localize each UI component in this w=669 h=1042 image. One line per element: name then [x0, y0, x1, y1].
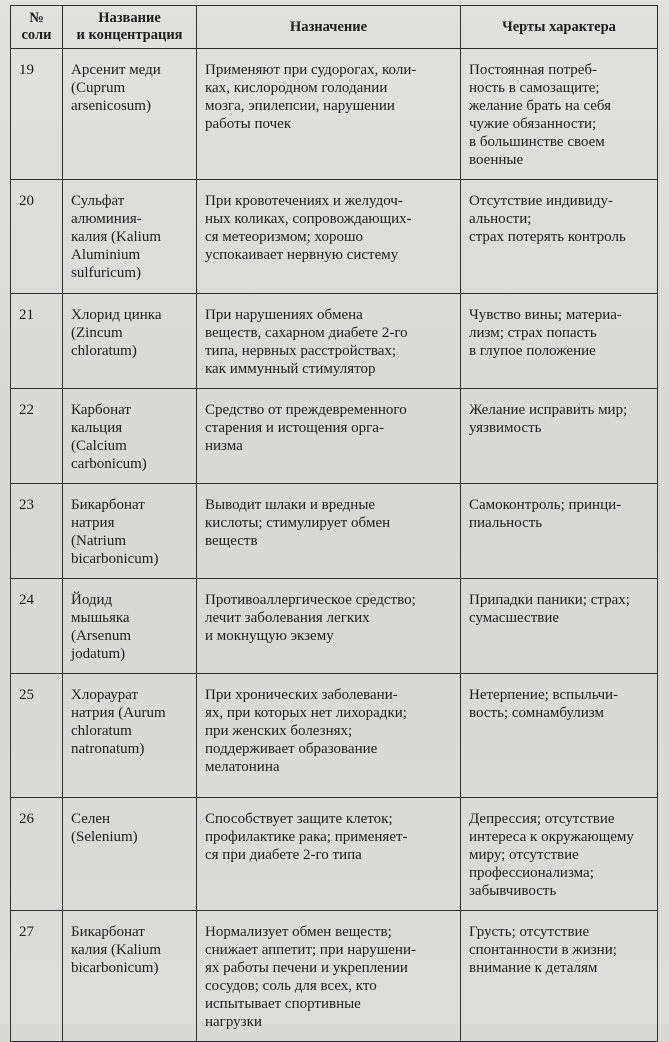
table-row	[11, 180, 658, 294]
cell-number: 23	[11, 484, 63, 579]
cell-purpose: Выводит шлаки и вредные кислоты; стимулирует обмен веществ	[197, 484, 461, 579]
cell-purpose: Противоаллергическое средство; лечит заболевания легких и мокнущую экзему	[197, 579, 461, 674]
cell-number: 26	[11, 798, 63, 911]
cell-name: Карбонат кальция (Calcium carbonicum)	[63, 389, 197, 484]
cell-traits: Нетерпение; вспыльчи- вость; сомнамбулизм	[461, 674, 658, 798]
cell-name: Хлорид цинка (Zincum chloratum)	[63, 294, 197, 389]
cell-number: 20	[11, 180, 63, 294]
salts-table	[10, 5, 658, 1042]
cell-name: Сульфат алюминия- калия (Kalium Aluminium sulfuricum)	[63, 180, 197, 294]
cell-name: Йодид мышьяка (Arsenum jodatum)	[63, 579, 197, 674]
table-row	[11, 389, 658, 484]
cell-name: Бикарбонат калия (Kalium bicarbonicum)	[63, 911, 197, 1042]
cell-number: 27	[11, 911, 63, 1042]
cell-name: Хлораурат натрия (Aurum chloratum natronatum)	[63, 674, 197, 798]
table-row	[11, 294, 658, 389]
cell-traits: Желание исправить мир; уязвимость	[461, 389, 658, 484]
cell-traits: Отсутствие индивиду- альности; страх потерять контроль	[461, 180, 658, 294]
cell-name: Бикарбонат натрия (Natrium bicarbonicum)	[63, 484, 197, 579]
table-row	[11, 674, 658, 798]
cell-purpose: При кровотечениях и желудоч- ных коликах, сопровождающих- ся метеоризмом; хорошо успокаивает нервную систему	[197, 180, 461, 294]
cell-number: 25	[11, 674, 63, 798]
table-header-row	[11, 6, 658, 49]
table-row	[11, 484, 658, 579]
cell-traits: Постоянная потреб- ность в самозащите; желание брать на себя чужие обязанности; в большинстве своем военные	[461, 49, 658, 180]
cell-traits: Припадки паники; страх; сумасшествие	[461, 579, 658, 674]
cell-traits: Самоконтроль; принци- пиальность	[461, 484, 658, 579]
cell-number: 22	[11, 389, 63, 484]
cell-name: Арсенит меди (Cuprum arsenicosum)	[63, 49, 197, 180]
table-row	[11, 798, 658, 911]
header-purpose: Назначение	[197, 6, 461, 49]
cell-purpose: Нормализует обмен веществ; снижает аппетит; при нарушени- ях работы печени и укреплении сосудов; соль для всех, кто испытывает спортивные нагрузки	[197, 911, 461, 1042]
cell-purpose: Средство от преждевременного старения и истощения орга- низма	[197, 389, 461, 484]
cell-traits: Чувство вины; материа- лизм; страх попасть в глупое положение	[461, 294, 658, 389]
header-name: Название и концентрация	[63, 6, 197, 49]
cell-purpose: При нарушениях обмена веществ, сахарном диабете 2-го типа, нервных расстройствах; как иммунный стимулятор	[197, 294, 461, 389]
cell-traits: Депрессия; отсутствие интереса к окружающему миру; отсутствие профессионализма; забывчивость	[461, 798, 658, 911]
cell-purpose: При хронических заболевани- ях, при которых нет лихорадки; при женских болезнях; поддерживает образование мелатонина	[197, 674, 461, 798]
cell-number: 21	[11, 294, 63, 389]
header-traits: Черты характера	[461, 6, 658, 49]
cell-number: 19	[11, 49, 63, 180]
cell-traits: Грусть; отсутствие спонтанности в жизни; внимание к деталям	[461, 911, 658, 1042]
table-row	[11, 579, 658, 674]
header-number: № соли	[11, 6, 63, 49]
table-row	[11, 49, 658, 180]
table-row	[11, 911, 658, 1042]
cell-purpose: Применяют при судорогах, коли- ках, кислородном голодании мозга, эпилепсии, нарушении работы почек	[197, 49, 461, 180]
cell-purpose: Способствует защите клеток; профилактике рака; применяет- ся при диабете 2-го типа	[197, 798, 461, 911]
cell-name: Селен (Selenium)	[63, 798, 197, 911]
cell-number: 24	[11, 579, 63, 674]
